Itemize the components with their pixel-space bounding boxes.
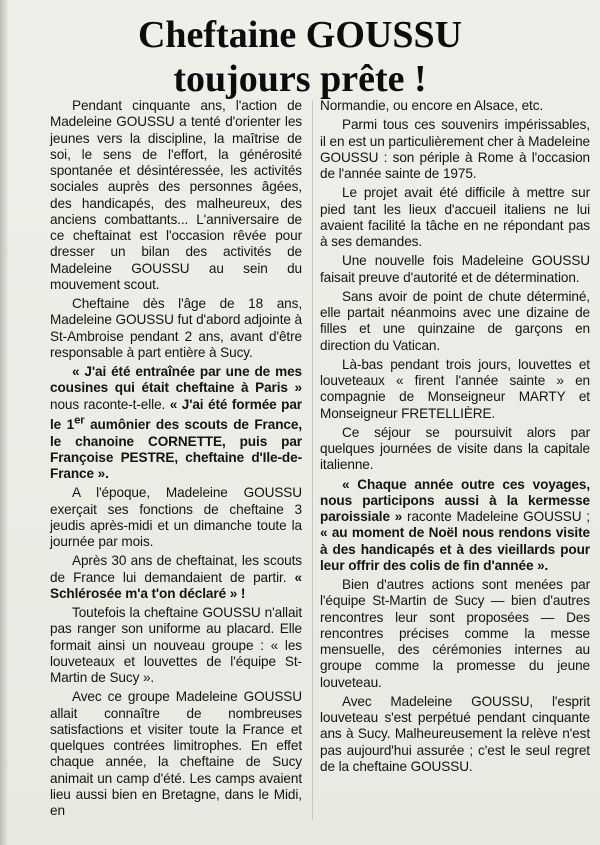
right-paragraph-1: Normandie, ou encore en Alsace, etc. xyxy=(320,98,544,113)
left-paragraph-7: Avec ce groupe Madeleine GOUSSU allait connaître de nombreuses satisfactions et visiter toute la France et quelques contrées limitrophes. En effet chaque année, la cheftaine de Sucy animait un camp d'été. Les camps avaient lieu aussi bien en Bretagne, dans le Midi, en xyxy=(50,689,302,819)
right-paragraph-10: Avec Madeleine GOUSSU, l'esprit louveteau s'est perpétué pendant cinquante ans à Sucy. Malheureusement la relève n'est pas aujourd'hui assurée ; c'est le seul regret de la cheftaine GOUSSU. xyxy=(320,693,590,774)
paragraph-5-text: Après 30 ans de cheftainat, les scouts de France lui demandaient de partir. xyxy=(50,553,302,585)
left-paragraph-1: Pendant cinquante ans, l'action de Madeleine GOUSSU a tenté d'orienter les jeunes vers la discipline, la maîtrise de soi, le sens de l'effort, la générosité spontanée et désintéressée, les activités sociales auprès des personnes âgées, des handicapés, des malheureux, des anciens combattants... L'anniversaire de ce cheftainat est l'occasion rêvée pour dresser un bilan des activités de Madeleine GOUSSU au sein du mouvement scout. xyxy=(50,98,302,292)
left-paragraph-2: Cheftaine dès l'âge de 18 ans, Madeleine GOUSSU fut d'abord adjointe à St-Ambroise pendant 2 ans, avant d'être responsable à part entière à Sucy. xyxy=(50,296,302,360)
headline-line-2: toujours prête ! xyxy=(173,58,427,100)
right-paragraph-7: Ce séjour se poursuivit alors par quelques journées de visite dans la capitale italienne. xyxy=(320,424,590,473)
quote-cousine: « J'ai été entraînée par une de mes cousines qui était cheftaine à Paris » xyxy=(50,364,302,396)
quote-noel: « au moment de Noël nous rendons visite à des handicapés et à des vieillards pour leur offrir des colis de fin d'année ». xyxy=(320,525,590,573)
quote-formation-part-b: aumônier des scouts de France, le chanoine CORNETTE, puis par Françoise PESTRE, cheftaine d'Ile-de-France ». xyxy=(50,417,302,482)
left-paragraph-4: A l'époque, Madeleine GOUSSU exerçait ses fonctions de cheftaine 3 jeudis après-midi et un dimanche toute la journée par mois. xyxy=(50,485,302,550)
quote-attribution: nous raconte-t-elle. xyxy=(50,396,170,412)
superscript-er: er xyxy=(74,414,85,427)
right-paragraph-2: Parmi tous ces souvenirs impérissables, il en est un particulièrement cher à Madeleine GOUSSU : son périple à Rome à l'occasion de l'année sainte de 1975. xyxy=(320,117,590,181)
right-paragraph-4: Une nouvelle fois Madeleine GOUSSU faisait preuve d'autorité et de détermination. xyxy=(320,253,590,285)
quote-schlerosee: « Schlérosée m'a t'on déclaré » ! xyxy=(50,569,302,601)
left-column xyxy=(50,98,302,819)
right-paragraph-3: Le projet avait été difficile à mettre sur pied tant les lieux d'accueil italiens ne lui avaient facilité la tâche en ne répondant pas à ses demandes. xyxy=(320,185,590,249)
right-column xyxy=(320,98,590,775)
left-paragraph-3 xyxy=(50,364,302,482)
quote-kermesse: « Chaque année outre ces voyages, nous participons aussi à la kermesse paroissiale » xyxy=(320,476,590,524)
right-paragraph-9: Bien d'autres actions sont menées par l'équipe St-Martin de Sucy — bien d'autres rencontres leur sont proposées — Des rencontres précises comme la messe mensuelle, des cérémonies internes au groupe comme la promesse du jeune louveteau. xyxy=(320,577,590,690)
column-divider xyxy=(312,100,313,820)
left-paragraph-5 xyxy=(50,553,302,602)
quote-formation-part-a: « J'ai été formée par le 1 xyxy=(50,396,302,433)
left-paragraph-6: Toutefois la cheftaine GOUSSU n'allait pas ranger son uniforme au placard. Elle formait ainsi un nouveau groupe : « les louveteaux et louvettes de l'équipe St-Martin de Sucy ». xyxy=(50,605,302,686)
quote-attribution-goussu: raconte Madeleine GOUSSU ; xyxy=(402,509,590,524)
right-paragraph-8 xyxy=(320,477,590,575)
headline-line-1: Cheftaine GOUSSU xyxy=(137,14,463,56)
right-paragraph-6: Là-bas pendant trois jours, louvettes et louveteaux « firent l'année sainte » en compagnie de Monseigneur MARTY et Monseigneur FRETELLIÈRE. xyxy=(320,356,590,421)
right-paragraph-5: Sans avoir de point de chute déterminé, elle partait néanmoins avec une dizaine de filles et une quinzaine de garçons en direction du Vatican. xyxy=(320,288,590,353)
